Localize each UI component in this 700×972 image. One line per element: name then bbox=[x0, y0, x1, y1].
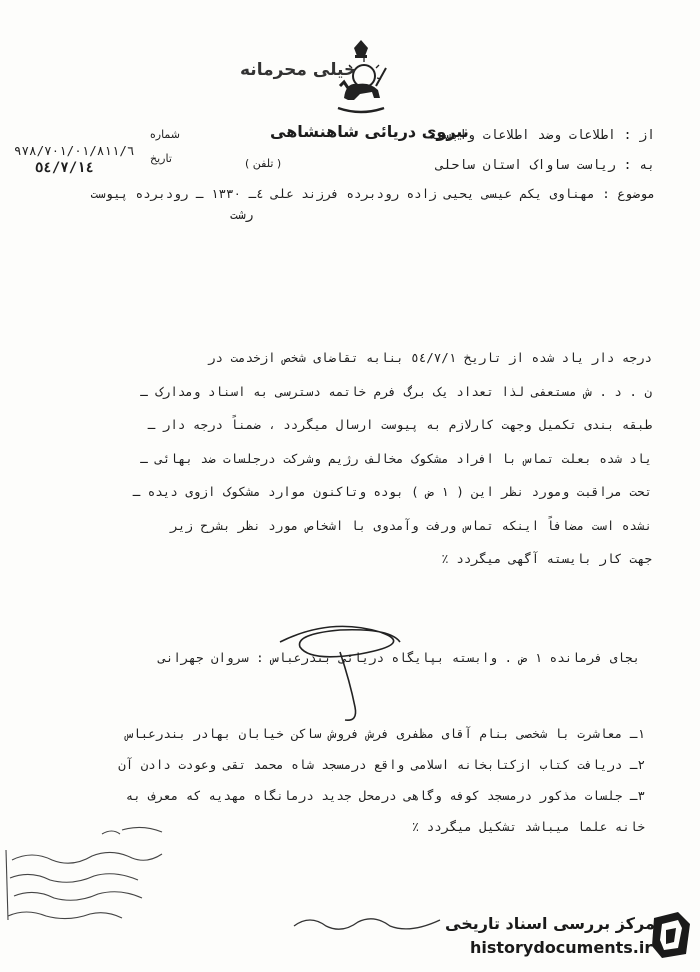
body-line: یاد شده بعلت تماس با افراد مشکوک مخالف رژیم وشرکت درجلسات ضد بهائی ـ bbox=[140, 450, 652, 466]
list-item: ١ـ معاشرت با شخصی بنام آقای مظفری فرش فروش ساکن خیابان بهادر بندرعباس bbox=[125, 726, 645, 741]
number-label: شماره bbox=[150, 128, 181, 141]
document-date: ٥٤/٧/١٤ bbox=[35, 160, 95, 176]
subject-line: موضوع : مهناوی یکم عیسی یحیی زاده رودبرده فرزند علی ٤ـ ١٣٣٠ ـ رودبرده پیوست bbox=[90, 186, 655, 201]
archive-logo-icon bbox=[648, 910, 694, 960]
organization-name: نیروی دریائی شاهنشاهی bbox=[270, 122, 469, 141]
from-line: از : اطلاعات وضد اطلاعات وابسته bbox=[428, 128, 655, 143]
body-line: تحت مراقبت ومورد نظر این ( ١ ض ) بوده وتاکنون موارد مشکوک ازوی دیده ـ bbox=[132, 484, 652, 499]
to-line: به : ریاست ساواک استان ساحلی bbox=[435, 158, 655, 173]
reference-number: ٩٧٨/٧٠١/٠١/٨١١/٦ bbox=[14, 143, 135, 158]
watermark-name: مرکز بررسی اسناد تاریخی bbox=[445, 914, 655, 933]
letter-body bbox=[52, 346, 652, 581]
watermark-url: historydocuments.ir bbox=[470, 938, 653, 957]
body-line: جهت کار بایسته آگهی میگردد ٪ bbox=[441, 551, 652, 566]
list-item: ٢ـ دریافت کتاب ازکتابخانه اسلامی واقع درمسجد شاه محمد تقی وعودت دادن آن bbox=[118, 757, 645, 772]
list-item: خانه علما میباشد تشکیل میگردد ٪ bbox=[411, 819, 645, 834]
signature-scribble bbox=[240, 612, 450, 732]
handwritten-margin-notes bbox=[2, 820, 172, 930]
subject-continuation: رشت bbox=[230, 208, 254, 223]
body-line: درجه دار یاد شده از تاریخ ٥٤/٧/١ بنابه تقاضای شخص ازخدمت در bbox=[207, 350, 652, 365]
classification-stamp: خیلی محرمانه bbox=[240, 60, 357, 80]
date-label: تاریخ bbox=[150, 152, 172, 165]
phone-field: ( تلفن ) bbox=[245, 157, 282, 170]
list-item: ٣ـ جلسات مذکور درمسجد کوفه وگاهی درمحل جدید درمانگاه مهدیه که معرف به bbox=[125, 788, 645, 803]
handwritten-note-signature bbox=[290, 908, 450, 938]
body-line: نشده است مضافاً اینکه تماس ورفت وآمدوی با اشخاص مورد نظر بشرح زیر bbox=[170, 517, 652, 533]
body-line: ن . د . ش مستعفی لذا تعداد یک برگ فرم خاتمه دسترسی به اسناد ومدارک ـ bbox=[140, 383, 652, 399]
lion-and-sun-emblem-icon bbox=[330, 38, 392, 122]
body-line: طبقه بندی تکمیل وجهت کارلازم به پیوست ارسال میگردد ، ضمناً درجه دار ـ bbox=[147, 417, 652, 432]
signatory-line: بجای فرمانده ١ ض . وابسته بپایگاه دریائی بندرعباس : سروان جهرانی bbox=[158, 650, 640, 665]
